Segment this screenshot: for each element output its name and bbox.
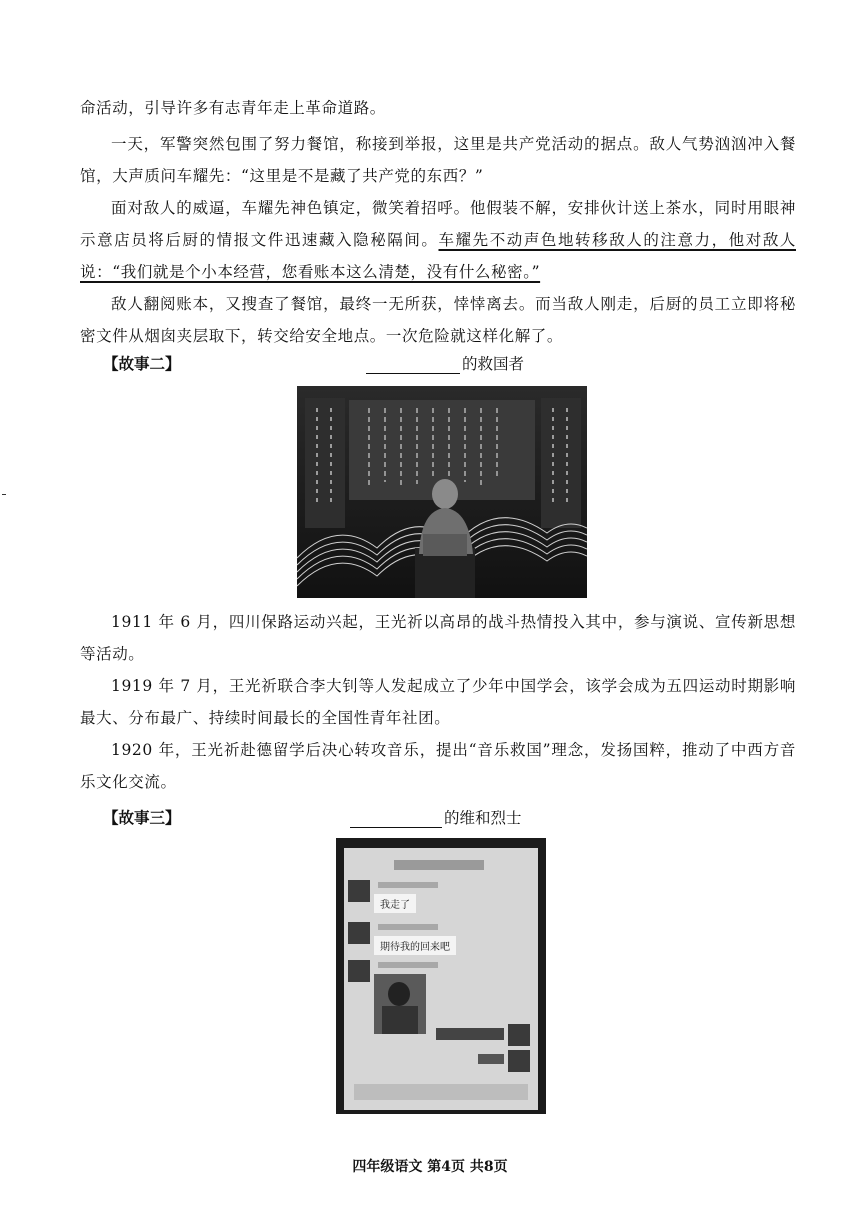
memorial-statue-illustration — [297, 386, 587, 598]
chat-avatar-icon — [348, 960, 370, 982]
chat-reply-bubble — [436, 1028, 504, 1040]
chat-message-bubble: 我走了 — [374, 894, 416, 913]
story2-title-blank — [366, 355, 460, 374]
chat-header-bar — [394, 860, 484, 870]
chat-input-bar — [354, 1084, 528, 1100]
chat-meta-line — [378, 924, 438, 930]
memorial-statue-photo — [297, 386, 587, 598]
story2-paragraph-2: 1919 年 7 月，王光祈联合李大钊等人发起成立了少年中国学会，该学会成为五四运动时期影响最大、分布最广、持续时间最长的全国性青年社团。 — [80, 677, 796, 727]
chat-meta-line — [378, 962, 438, 968]
chat-avatar-icon — [348, 880, 370, 902]
chat-reply-bubble — [478, 1054, 504, 1064]
page-footer: 四年级语文 第4页 共8页 — [352, 1159, 508, 1175]
story2-paragraph-3: 1920 年，王光祈赴德留学后决心转攻音乐，提出“音乐救国”理念，发扬国粹，推动了中西方音乐文化交流。 — [80, 741, 796, 791]
chat-meta-line — [378, 882, 438, 888]
story2-title-suffix: 的救国者 — [462, 355, 525, 373]
chat-screenshot-photo — [336, 838, 546, 1114]
story1-paragraph-2: 一天，军警突然包围了努力餐馆，称接到举报，这里是共产党活动的据点。敌人气势汹汹冲入餐馆，大声质问车耀先：“这里是不是藏了共产党的东西？” — [80, 135, 796, 185]
story3-title-suffix: 的维和烈士 — [444, 809, 522, 827]
chat-photo-figure — [388, 982, 410, 1006]
story1-paragraph-4: 敌人翻阅账本，又搜查了餐馆，最终一无所获，悻悻离去。而当敌人刚走，后厨的员工立即将秘密文件从烟囱夹层取下，转交给安全地点。一次危险就这样化解了。 — [80, 295, 796, 345]
chat-photo-figure-body — [382, 1006, 418, 1034]
story3-label: 【故事三】 — [103, 808, 181, 827]
chat-avatar-icon — [348, 922, 370, 944]
story3-title — [350, 806, 522, 828]
story3-title-blank — [350, 809, 442, 828]
story2-paragraph-1: 1911 年 6 月，四川保路运动兴起，王光祈以高昂的战斗热情投入其中，参与演说、宣传新思想等活动。 — [80, 613, 796, 663]
chat-avatar-icon — [508, 1050, 530, 1072]
story2-title — [366, 352, 524, 374]
story1-paragraph-3 — [80, 192, 796, 288]
story1-paragraph-end: 命活动，引导许多有志青年走上革命道路。 — [80, 99, 386, 117]
story1-paragraph-3-plain: 面对敌人的威逼，车耀先神色镇定，微笑着招呼。他假装不解，安排伙计送上茶水，同时用眼神示意店员将后厨的情报文件迅速藏入隐秘隔间。 — [80, 199, 796, 249]
chat-message-bubble: 期待我的回来吧 — [374, 936, 456, 955]
story1-underlined-sentence: 车耀先不动声色地转移敌人的注意力，他对敌人说：“我们就是个小本经营，您看账本这么清楚，没有什么秘密。” — [80, 231, 796, 281]
chat-screen — [344, 848, 538, 1110]
story2-label: 【故事二】 — [103, 354, 181, 373]
chat-photo-thumbnail — [374, 974, 426, 1034]
chat-avatar-icon — [508, 1024, 530, 1046]
edge-mark — [2, 494, 6, 495]
